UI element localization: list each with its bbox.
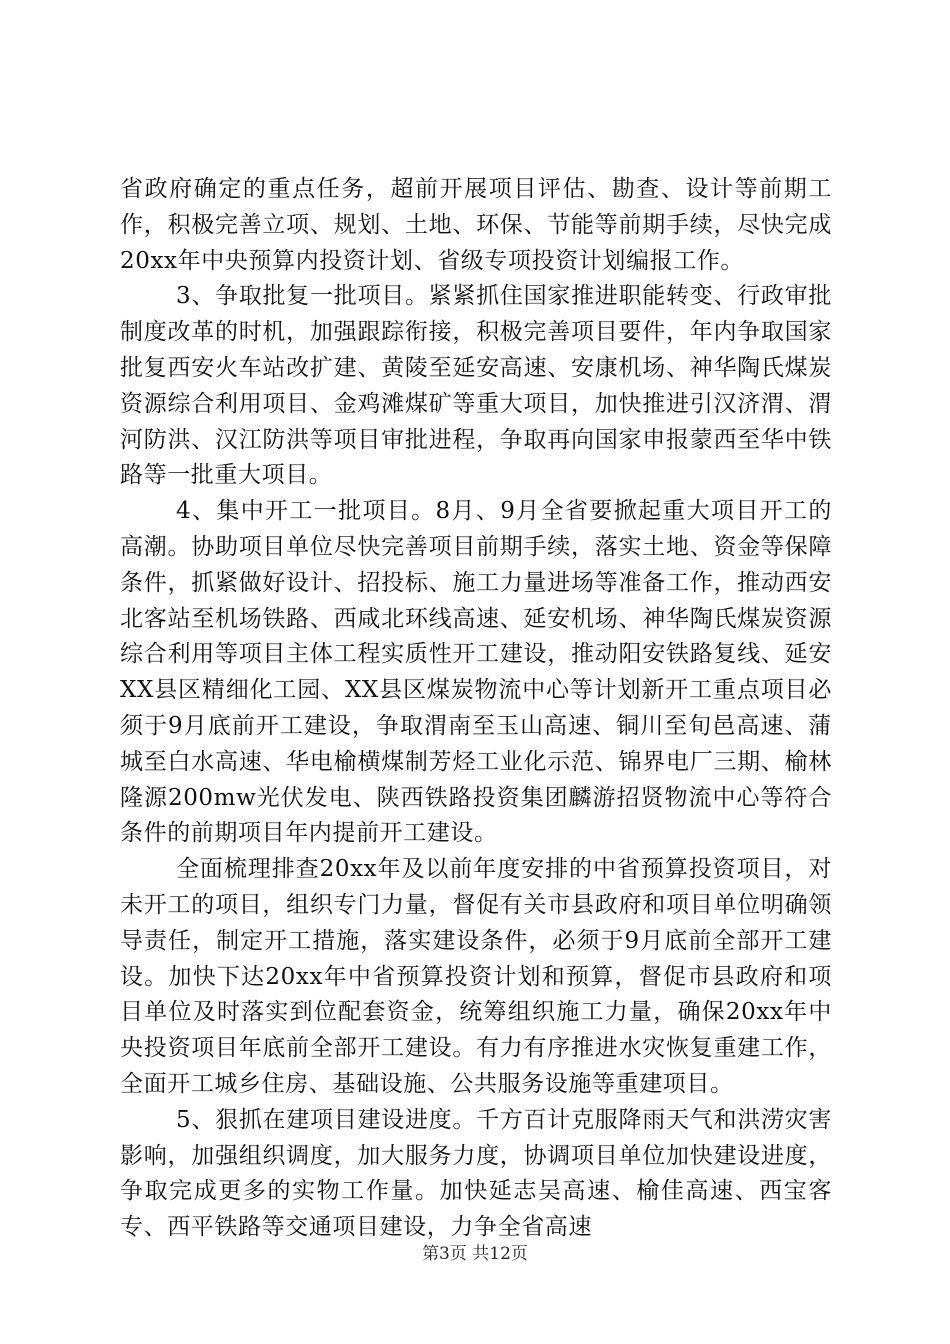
paragraph-2: 3、争取批复一批项目。紧紧抓住国家推进职能转变、行政审批制度改革的时机，加强跟踪衔接，积极完善项目要件，年内争取国家批复西安火车站改扩建、黄陵至延安高速、安康机场、神华陶氏煤炭资源综合利用项目、金鸡滩煤矿等重大项目，加快推进引汉济渭、渭河防洪、汉江防洪等项目审批进程，争取再向国家申报蒙西至华中铁路等一批重大项目。	[120, 283, 832, 489]
body-text	[120, 172, 832, 1246]
paragraph-5: 5、狠抓在建项目建设进度。千方百计克服降雨天气和洪涝灾害影响，加强组织调度，加大服务力度，协调项目单位加快建设进度，争取完成更多的实物工作量。加快延志吴高速、榆佳高速、西宝客专、西平铁路等交通项目建设，力争全省高速	[120, 1106, 832, 1241]
paragraph-4: 全面梳理排查20xx年及以前年度安排的中省预算投资项目，对未开工的项目，组织专门力量，督促有关市县政府和项目单位明确领导责任，制定开工措施，落实建设条件，必须于9月底前全部开工建设。加快下达20xx年中省预算投资计划和预算，督促市县政府和项目单位及时落实到位配套资金，统筹组织施工力量，确保20xx年中央投资项目年底前全部开工建设。有力有序推进水灾恢复重建工作，全面开工城乡住房、基础设施、公共服务设施等重建项目。	[120, 856, 832, 1097]
paragraph-3: 4、集中开工一批项目。8月、9月全省要掀起重大项目开工的高潮。协助项目单位尽快完善项目前期手续，落实土地、资金等保障条件，抓紧做好设计、招投标、施工力量进场等准备工作，推动西安北客站至机场铁路、西咸北环线高速、延安机场、神华陶氏煤炭资源综合利用等项目主体工程实质性开工建设，推动阳安铁路复线、延安XX县区精细化工园、XX县区煤炭物流中心等计划新开工重点项目必须于9月底前开工建设，争取渭南至玉山高速、铜川至旬邑高速、蒲城至白水高速、华电榆横煤制芳烃工业化示范、锦界电厂三期、榆林隆源200mw光伏发电、陕西铁路投资集团麟游招贤物流中心等符合条件的前期项目年内提前开工建设。	[120, 498, 832, 847]
paragraph-1: 省政府确定的重点任务，超前开展项目评估、勘查、设计等前期工作，积极完善立项、规划、土地、环保、节能等前期手续，尽快完成20xx年中央预算内投资计划、省级专项投资计划编报工作。	[120, 176, 832, 274]
page-number-footer: 第3页 共12页	[422, 1244, 528, 1264]
